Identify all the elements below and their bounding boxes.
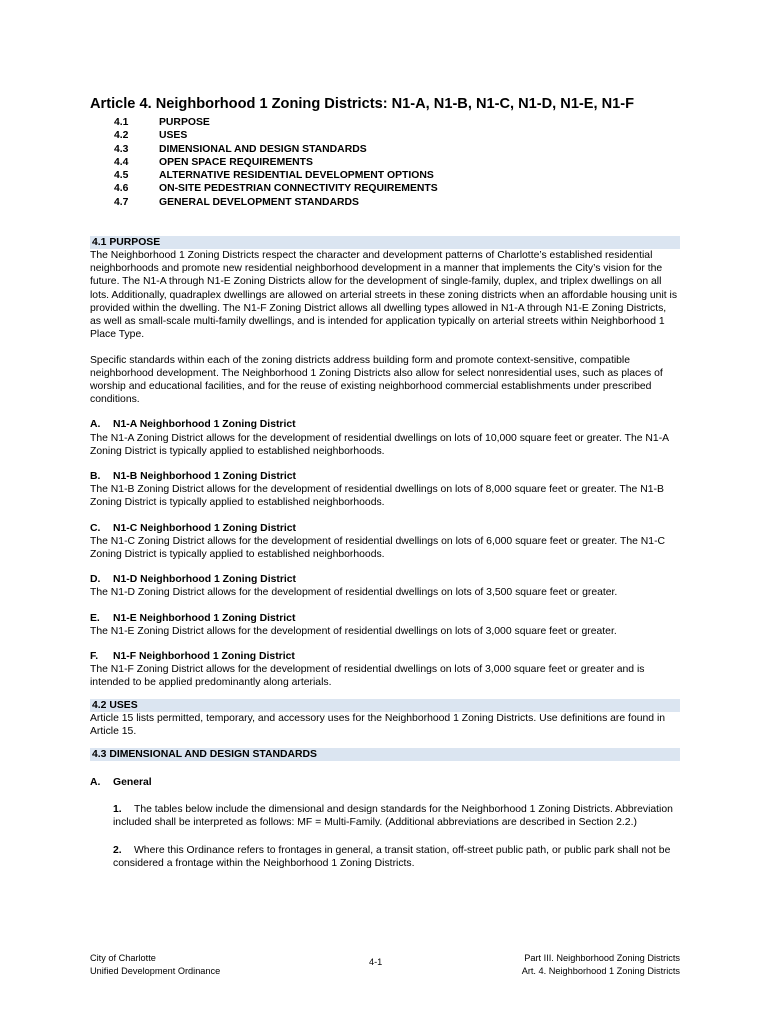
district-letter: E. <box>90 612 100 624</box>
numbered-paragraph <box>90 844 680 870</box>
toc-number: 4.3 <box>114 143 129 155</box>
document-page <box>90 96 680 870</box>
toc-item[interactable] <box>90 143 680 156</box>
table-of-contents <box>90 116 680 209</box>
footer-right <box>522 952 680 977</box>
footer-part: Part III. Neighborhood Zoning Districts <box>524 953 680 963</box>
footer-left <box>90 952 220 977</box>
district-description: The N1-B Zoning District allows for the development of residential dwellings on lots of 8,000 square feet or greater. The N1-B Zoning District is typically applied to established neighborhoods. <box>90 484 664 509</box>
footer-article: Art. 4. Neighborhood 1 Zoning Districts <box>521 965 680 976</box>
toc-item[interactable] <box>90 129 680 142</box>
toc-label: DIMENSIONAL AND DESIGN STANDARDS <box>159 143 367 155</box>
toc-item[interactable] <box>90 196 680 209</box>
district-block-n1-c <box>90 522 680 562</box>
district-block-n1-f <box>90 650 680 690</box>
toc-item[interactable] <box>90 116 680 129</box>
paragraph-text: The tables below include the dimensional and design standards for the Neighborhood 1 Zoning Districts. Abbreviation included shall be interpreted as follows: MF = Multi-Family. (Additional abbreviations are described in Section 2.2.) <box>113 804 673 829</box>
district-name: N1-A Neighborhood 1 Zoning District <box>113 419 296 431</box>
purpose-paragraph: The Neighborhood 1 Zoning Districts respect the character and development patterns of Charlotte’s established residential neighborhoods and promote new residential neighborhood development in a manner that implements the City’s vision for the future. The N1-A through N1-E Zoning Districts allow for the development of single-family, duplex, and triplex dwellings on all lots. Additionally, quadraplex dwellings are allowed on arterial streets in these zoning districts when an affordable housing unit is provided within the dwelling. The N1-F Zoning District allows all dwelling types allowed in N1-A through N1-E Zoning Districts, as well as small-scale multi-family dwellings, and is intended for application typically on arterial streets within Neighborhood 1 Place Type. <box>90 250 678 341</box>
purpose-paragraph-2: Specific standards within each of the zoning districts address building form and promote context-sensitive, compatible neighborhood development. The Neighborhood 1 Zoning Districts also allow for select nonresidential uses, such as places of worship and educational facilities, and for the reuse of existing neighborhood commercial establishments under prescribed conditions. <box>90 354 663 406</box>
district-letter: C. <box>90 522 101 534</box>
district-name: N1-B Neighborhood 1 Zoning District <box>113 470 296 482</box>
toc-number: 4.5 <box>114 170 129 182</box>
district-description: The N1-F Zoning District allows for the development of residential dwellings on lots of 3,000 square feet or greater and is intended to be applied predominantly along arterials. <box>90 664 645 689</box>
district-description: The N1-D Zoning District allows for the development of residential dwellings on lots of 3,500 square feet or greater. <box>90 587 618 599</box>
district-description: The N1-E Zoning District allows for the development of residential dwellings on lots of 3,000 square feet or greater. <box>90 625 617 637</box>
district-block-n1-d <box>90 573 680 599</box>
district-letter: F. <box>90 650 99 662</box>
district-heading <box>90 470 680 483</box>
toc-item[interactable] <box>90 156 680 169</box>
district-block-n1-b <box>90 470 680 510</box>
toc-number: 4.6 <box>114 183 129 195</box>
numbered-paragraph <box>90 803 680 829</box>
page-number: 4-1 <box>369 957 383 967</box>
district-letter: A. <box>90 419 101 431</box>
subsection-letter: A. <box>90 776 101 788</box>
toc-label: GENERAL DEVELOPMENT STANDARDS <box>159 196 359 208</box>
district-name: N1-C Neighborhood 1 Zoning District <box>113 522 296 534</box>
district-heading <box>90 650 680 663</box>
district-description: The N1-A Zoning District allows for the development of residential dwellings on lots of 10,000 square feet or greater. The N1-A Zoning District is typically applied to established neighborhoods. <box>90 432 669 457</box>
footer-ordinance: Unified Development Ordinance <box>90 965 221 976</box>
district-letter: B. <box>90 470 101 482</box>
toc-item[interactable] <box>90 169 680 182</box>
paragraph-text: Where this Ordinance refers to frontages in general, a transit station, off-street public path, or public park shall not be considered a frontage within the Neighborhood 1 Zoning Districts. <box>113 844 671 869</box>
district-letter: D. <box>90 574 101 586</box>
toc-number: 4.7 <box>114 196 129 208</box>
section-heading-dimensional: 4.3 DIMENSIONAL AND DESIGN STANDARDS <box>90 748 680 761</box>
paragraph-number: 1. <box>113 804 122 816</box>
district-block-n1-e <box>90 612 680 638</box>
footer-city: City of Charlotte <box>90 953 156 963</box>
toc-number: 4.4 <box>114 156 129 168</box>
toc-label: ON-SITE PEDESTRIAN CONNECTIVITY REQUIREMENTS <box>159 183 438 195</box>
article-title: Article 4. Neighborhood 1 Zoning Districts: N1-A, N1-B, N1-C, N1-D, N1-E, N1-F <box>90 96 635 112</box>
district-name: N1-E Neighborhood 1 Zoning District <box>113 612 296 624</box>
toc-label: PURPOSE <box>159 117 210 128</box>
toc-label: OPEN SPACE REQUIREMENTS <box>159 156 313 168</box>
district-heading <box>90 522 680 535</box>
district-name: N1-F Neighborhood 1 Zoning District <box>113 650 295 662</box>
subsection-heading-general <box>90 776 680 789</box>
district-name: N1-D Neighborhood 1 Zoning District <box>113 574 296 586</box>
toc-number: 4.1 <box>114 117 129 128</box>
toc-label: USES <box>159 130 188 142</box>
subsection-label: General <box>113 776 152 788</box>
toc-number: 4.2 <box>114 130 129 142</box>
uses-paragraph: Article 15 lists permitted, temporary, and accessory uses for the Neighborhood 1 Zoning Districts. Use definitions are found in Article 15. <box>90 712 666 737</box>
section-heading-purpose: 4.1 PURPOSE <box>90 236 680 249</box>
district-description: The N1-C Zoning District allows for the development of residential dwellings on lots of 6,000 square feet or greater. The N1-C Zoning District is typically applied to established neighborhoods. <box>90 535 666 560</box>
section-heading-uses: 4.2 USES <box>90 699 680 712</box>
toc-label: ALTERNATIVE RESIDENTIAL DEVELOPMENT OPTIONS <box>159 170 434 182</box>
district-block-n1-a <box>90 418 680 458</box>
district-heading <box>90 573 680 586</box>
district-heading <box>90 418 680 431</box>
district-heading <box>90 612 680 625</box>
toc-item[interactable] <box>90 182 680 195</box>
paragraph-number: 2. <box>113 844 122 856</box>
